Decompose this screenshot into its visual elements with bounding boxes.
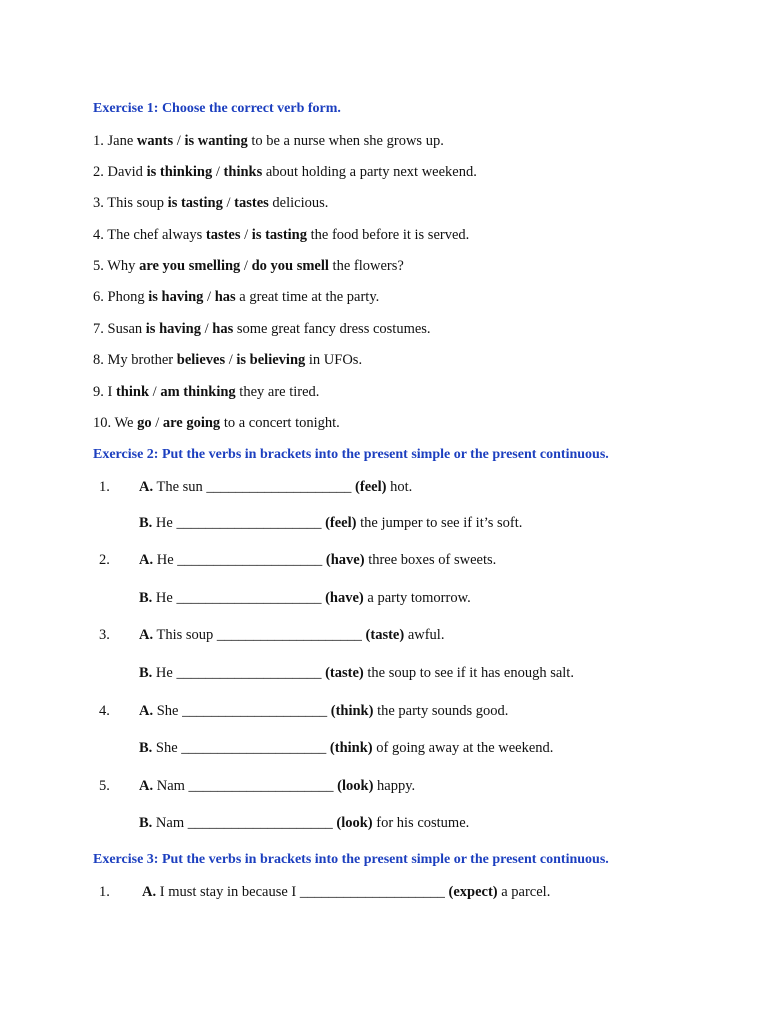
exercise-2-item-number: 3. — [99, 627, 110, 643]
exercise-2-item-number: 5. — [99, 778, 110, 794]
answer-blank: ____________________ — [182, 703, 328, 719]
answer-blank: ____________________ — [176, 665, 322, 681]
exercise-1-item: 2. David is thinking / thinks about holding a party next weekend. — [93, 164, 477, 180]
exercise-1-heading: Exercise 1: Choose the correct verb form. — [93, 101, 341, 116]
exercise-2-item-b: B. Nam ____________________ (look) for his costume. — [139, 815, 470, 831]
exercise-1-item: 10. We go / are going to a concert tonight. — [93, 415, 340, 431]
exercise-2-heading: Exercise 2: Put the verbs in brackets into the present simple or the present continuous. — [93, 447, 609, 462]
answer-blank: ____________________ — [187, 815, 333, 831]
answer-blank: ____________________ — [216, 627, 362, 643]
exercise-1-item: 3. This soup is tasting / tastes delicious. — [93, 195, 329, 211]
exercise-2-item-b: B. He ____________________ (feel) the jumper to see if it’s soft. — [139, 515, 523, 531]
exercise-2-item-a: A. This soup ____________________ (taste) awful. — [139, 627, 445, 643]
exercise-2-item-b: B. She ____________________ (think) of going away at the weekend. — [139, 740, 554, 756]
exercise-2-item-a: A. He ____________________ (have) three boxes of sweets. — [139, 552, 497, 568]
exercise-1-item: 1. Jane wants / is wanting to be a nurse when she grows up. — [93, 133, 444, 149]
exercise-1-item: 5. Why are you smelling / do you smell the flowers? — [93, 258, 404, 274]
answer-blank: ____________________ — [176, 515, 322, 531]
exercise-2-item-a: A. Nam ____________________ (look) happy. — [139, 778, 416, 794]
answer-blank: ____________________ — [299, 884, 445, 900]
exercise-1-item: 6. Phong is having / has a great time at the party. — [93, 289, 380, 305]
answer-blank: ____________________ — [177, 552, 323, 568]
answer-blank: ____________________ — [181, 740, 327, 756]
exercise-1-item: 4. The chef always tastes / is tasting the food before it is served. — [93, 227, 470, 243]
answer-blank: ____________________ — [188, 778, 334, 794]
exercise-1-item: 9. I think / am thinking they are tired. — [93, 384, 320, 400]
answer-blank: ____________________ — [206, 479, 352, 495]
exercise-2-item-a: A. The sun ____________________ (feel) hot. — [139, 479, 413, 495]
exercise-2-item-number: 4. — [99, 703, 110, 719]
exercise-3-item-a: A. I must stay in because I ____________________ (expect) a parcel. — [142, 884, 551, 900]
exercise-3-heading: Exercise 3: Put the verbs in brackets into the present simple or the present continuous. — [93, 852, 609, 867]
exercise-2-item-b: B. He ____________________ (taste) the soup to see if it has enough salt. — [139, 665, 574, 681]
exercise-3-item-number: 1. — [99, 884, 110, 900]
exercise-2-item-b: B. He ____________________ (have) a party tomorrow. — [139, 590, 471, 606]
exercise-2-item-a: A. She ____________________ (think) the party sounds good. — [139, 703, 509, 719]
exercise-2-item-number: 2. — [99, 552, 110, 568]
answer-blank: ____________________ — [176, 590, 322, 606]
exercise-1-item: 7. Susan is having / has some great fancy dress costumes. — [93, 321, 431, 337]
exercise-2-item-number: 1. — [99, 479, 110, 495]
exercise-1-item: 8. My brother believes / is believing in UFOs. — [93, 352, 363, 368]
